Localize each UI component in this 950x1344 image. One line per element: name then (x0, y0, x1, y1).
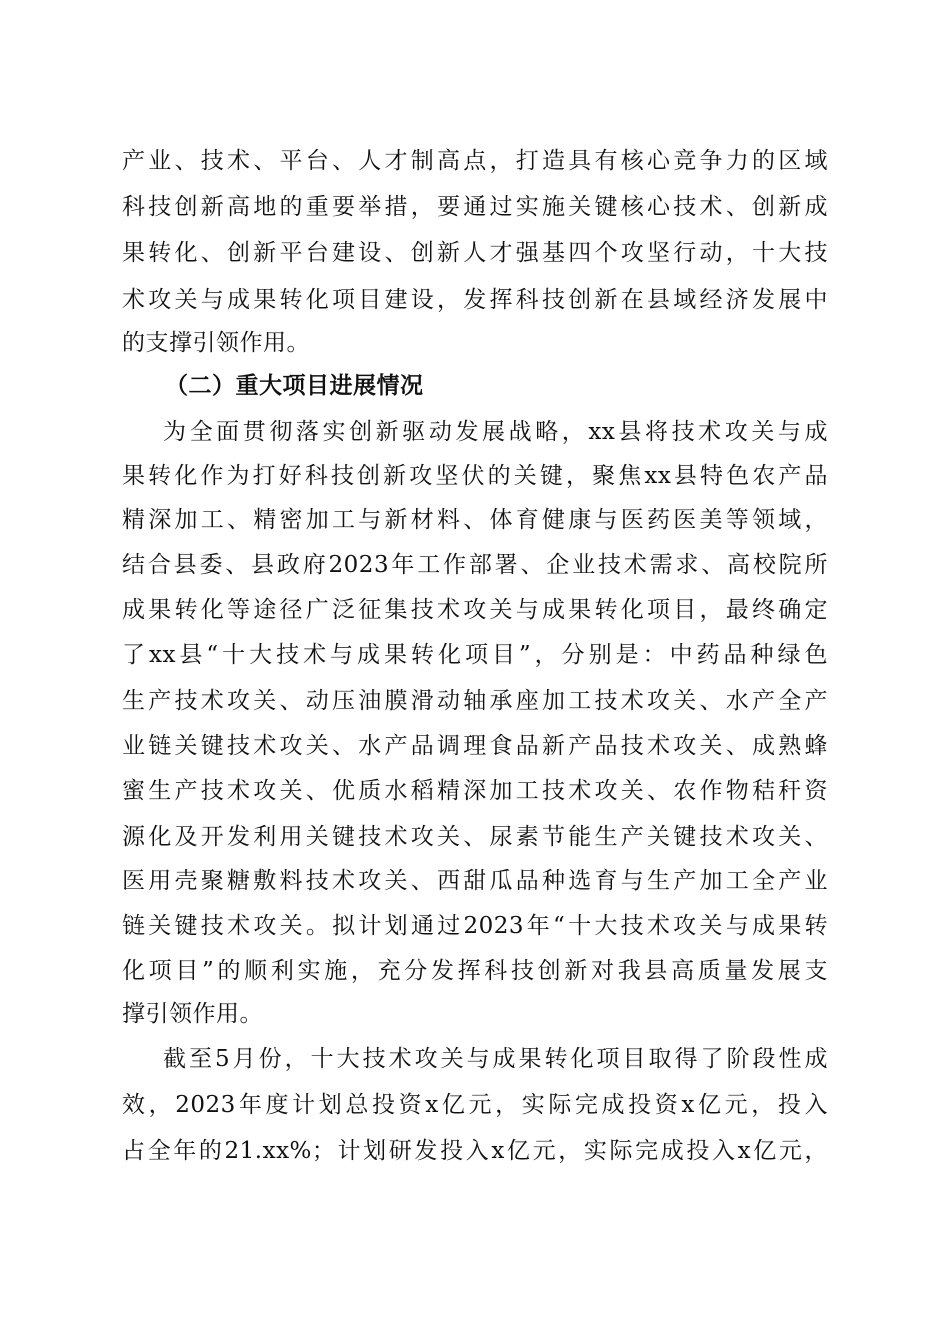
paragraph-line: 术攻关与成果转化项目建设，发挥科技创新在县域经济发展中 (122, 287, 828, 313)
paragraph-line: 果转化作为打好科技创新攻坚伏的关键，聚焦xx县特色农产品 (122, 463, 828, 489)
paragraph-line: 科技创新高地的重要举措，要通过实施关键核心技术、创新成 (122, 194, 828, 220)
paragraph-line: 链关键技术攻关。拟计划通过2023年“十大技术攻关与成果转 (122, 913, 828, 939)
paragraph-line: 源化及开发利用关键技术攻关、尿素节能生产关键技术攻关、 (122, 824, 828, 850)
paragraph-line: 医用壳聚糖敷料技术攻关、西甜瓜品种选育与生产加工全产业 (122, 868, 828, 894)
paragraph-line: 果转化、创新平台建设、创新人才强基四个攻坚行动，十大技 (122, 240, 828, 266)
paragraph-line: 了xx县“十大技术与成果转化项目”，分别是：中药品种绿色 (122, 642, 828, 668)
paragraph-line: 撑引领作用。 (122, 1001, 263, 1027)
paragraph-line: 截至5月份，十大技术攻关与成果转化项目取得了阶段性成 (163, 1046, 828, 1072)
paragraph-line: 产业、技术、平台、人才制高点，打造具有核心竞争力的区域 (122, 148, 828, 174)
paragraph-line: 精深加工、精密加工与新材料、体育健康与医药医美等领域， (122, 507, 828, 533)
paragraph-line: 效，2023年度计划总投资x亿元，实际完成投资x亿元，投入 (122, 1092, 828, 1118)
paragraph-line: 成果转化等途径广泛征集技术攻关与成果转化项目，最终确定 (122, 597, 828, 623)
paragraph-line: 的支撑引领作用。 (122, 330, 310, 356)
paragraph-line: 业链关键技术攻关、水产品调理食品新产品技术攻关、成熟蜂 (122, 733, 828, 759)
paragraph-line: 为全面贯彻落实创新驱动发展战略，xx县将技术攻关与成 (163, 419, 828, 445)
paragraph-line: 占全年的21.xx%；计划研发投入x亿元，实际完成投入x亿元， (122, 1138, 828, 1164)
paragraph-line: 化项目”的顺利实施，充分发挥科技创新对我县高质量发展支 (122, 958, 828, 984)
paragraph-line: 结合县委、县政府2023年工作部署、企业技术需求、高校院所 (122, 552, 828, 578)
paragraph-line: 蜜生产技术攻关、优质水稻精深加工技术攻关、农作物秸秆资 (122, 778, 828, 804)
section-heading: （二）重大项目进展情况 (165, 372, 424, 399)
paragraph-line: 生产技术攻关、动压油膜滑动轴承座加工技术攻关、水产全产 (122, 688, 828, 714)
